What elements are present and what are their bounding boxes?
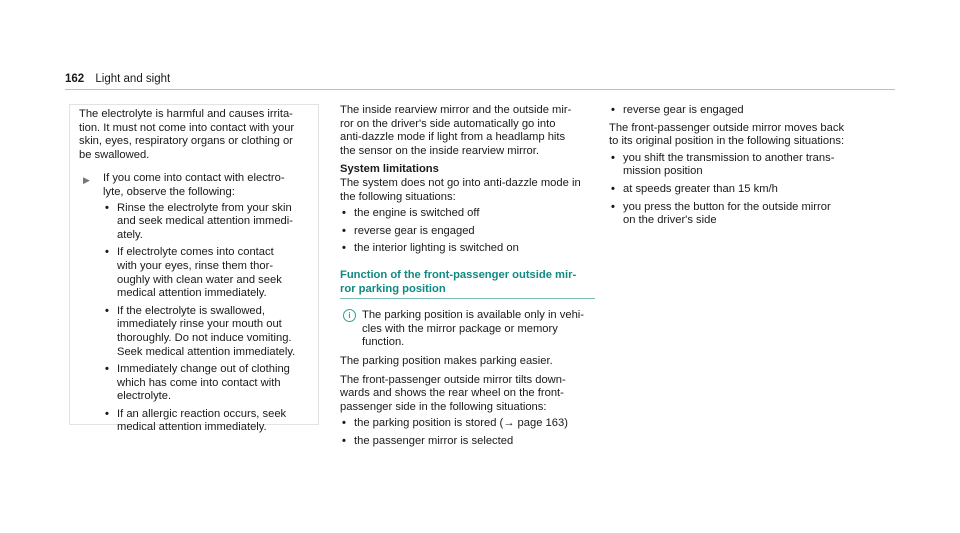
warning-text: The electrolyte is harmful and causes irrita- tion. It must not come into contact with your skin, eyes, respiratory organs or clothing or be swallowed. — [79, 108, 295, 161]
chapter-title: Light and sight — [95, 73, 171, 85]
column-1 — [69, 104, 319, 434]
instruction-arrow-icon: ▶ — [83, 175, 90, 186]
list-item: • the interior lighting is switched on — [342, 242, 519, 255]
list-item: • If electrolyte comes into contact with your eyes, rinse them thor- oughly with clean water and seek medical attention immediately. — [105, 246, 282, 300]
paragraph: The front-passenger outside mirror tilts down- wards and shows the rear wheel on the front- passenger side in the following situations: — [340, 373, 566, 413]
list-item: • If the electrolyte is swallowed, immediately rinse your mouth out thoroughly. Do not induce vomiting. Seek medical attention immediately. — [105, 304, 296, 358]
limitations-heading: System limitations — [340, 163, 439, 176]
list-item: • Rinse the electrolyte from your skin and seek medical attention immedi- ately. — [105, 201, 293, 241]
info-icon: i — [343, 309, 356, 322]
header-divider — [65, 89, 895, 90]
column-2 — [340, 104, 595, 452]
list-item: • If an allergic reaction occurs, seek medical attention immediately. — [105, 407, 287, 434]
instruction-text: If you come into contact with electro- lyte, observe the following: — [103, 172, 285, 198]
list-item: • the passenger mirror is selected — [342, 434, 514, 447]
situations-list — [340, 417, 595, 448]
instruction-block — [79, 172, 310, 435]
list-item: • the parking position is stored (→ page 163) — [342, 417, 568, 430]
list-item: • you shift the transmission to another trans- mission position — [611, 151, 835, 178]
paragraph: The parking position makes parking easier. — [340, 354, 553, 367]
list-item: • at speeds greater than 15 km/h — [611, 182, 778, 195]
info-note — [340, 309, 595, 350]
instruction-list — [103, 202, 310, 436]
page-number: 162 — [65, 73, 85, 85]
list-item: • reverse gear is engaged — [611, 104, 744, 116]
reset-situations-list — [609, 152, 869, 228]
list-item: • you press the button for the outside mirror on the driver's side — [611, 200, 831, 227]
warning-box — [69, 104, 319, 434]
page-header — [65, 73, 170, 87]
limitations-text: The system does not go into anti-dazzle mode in the following situations: — [340, 176, 581, 203]
limitations-list — [340, 207, 595, 256]
list-item: • the engine is switched off — [342, 207, 480, 220]
list-item: • reverse gear is engaged — [342, 224, 475, 237]
page-link[interactable]: the parking position is stored (→ page 163) — [354, 417, 568, 430]
intro-paragraph: The inside rearview mirror and the outside mir- ror on the driver's side automatically go into anti-dazzle mode if light from a headlamp hits the sensor on the inside rearview mirror. — [340, 104, 572, 157]
list-item: • Immediately change out of clothing which has come into contact with electrolyte. — [105, 363, 290, 403]
continued-list — [609, 104, 869, 118]
note-text: The parking position is available only in vehi- cles with the mirror package or memory function. — [362, 309, 585, 349]
section-title: Function of the front-passenger outside mir- ror parking position — [340, 269, 595, 299]
paragraph: The front-passenger outside mirror moves back to its original position in the following situations: — [609, 121, 845, 148]
column-3 — [609, 104, 869, 232]
